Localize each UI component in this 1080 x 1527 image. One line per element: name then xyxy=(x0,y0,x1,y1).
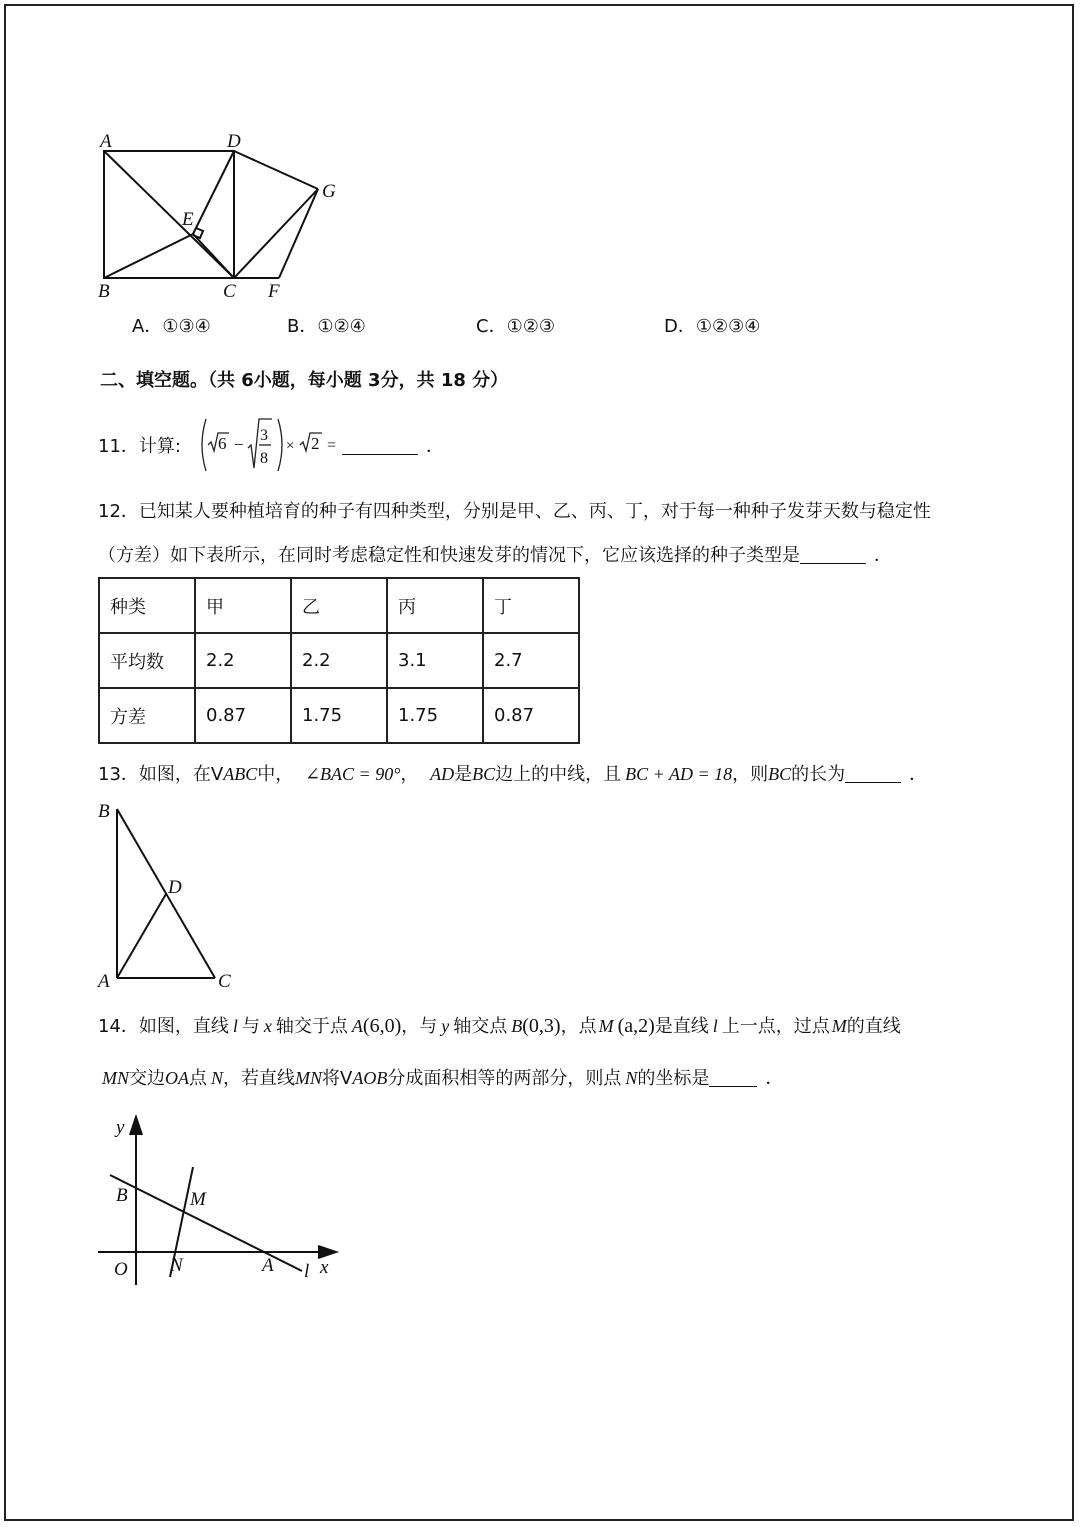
label-E: E xyxy=(182,209,194,230)
q14-figure xyxy=(90,1105,350,1295)
label-x: x xyxy=(320,1257,329,1278)
q10-figure xyxy=(90,125,360,305)
label-A: A xyxy=(262,1255,274,1276)
label-A: A xyxy=(100,131,112,152)
q12-line2: （方差）如下表所示，在同时考虑稳定性和快速发芽的情况下，它应该选择的种子类型是 ． xyxy=(98,545,892,566)
table-row xyxy=(99,688,579,743)
label-B: B xyxy=(98,281,110,302)
table-cell: 方差 xyxy=(99,688,195,743)
label-l: l xyxy=(304,1261,310,1282)
q13-text: 13．如图，在VABC中， ∠BAC = 90°， AD是BC边上的中线，且 BC + AD = 18，则BC的长为 ． xyxy=(98,764,928,785)
q11-frac-num: 3 xyxy=(260,427,268,444)
q11-times: × xyxy=(286,438,295,454)
label-C: C xyxy=(218,971,231,992)
label-D: D xyxy=(227,131,241,152)
q11-prefix: 11．计算: xyxy=(98,436,181,457)
q14-answer-blank[interactable] xyxy=(709,1068,757,1087)
option-b[interactable]: B．①②④ xyxy=(287,316,366,337)
q11-minus: − xyxy=(234,435,244,454)
table-cell: 1.75 xyxy=(291,688,387,743)
label-F: F xyxy=(268,281,280,302)
label-B: B xyxy=(116,1185,128,1206)
label-C: C xyxy=(223,281,236,302)
q12-answer-blank[interactable] xyxy=(800,545,866,564)
q11-answer[interactable]: ． xyxy=(342,435,444,459)
table-cell: 1.75 xyxy=(387,688,483,743)
q11-frac-den: 8 xyxy=(260,450,268,467)
option-a[interactable]: A．①③④ xyxy=(132,316,211,337)
q11-sqrt6: 6 xyxy=(218,434,227,453)
table-cell: 2.2 xyxy=(195,633,291,688)
q14-line2: MN交边OA点 N，若直线MN将VAOB分成面积相等的两部分，则点 N的坐标是 ． xyxy=(102,1068,784,1089)
table-cell: 2.2 xyxy=(291,633,387,688)
table-cell: 3.1 xyxy=(387,633,483,688)
section-2-title: 二、填空题。（共 6小题，每小题 3分，共 18 分） xyxy=(100,370,509,391)
option-d[interactable]: D．①②③④ xyxy=(664,316,761,337)
label-y: y xyxy=(116,1117,125,1138)
q14-line1: 14．如图，直线 l 与 x 轴交于点 A(6,0)，与 y 轴交点 B(0,3)，点 M (a,2)是直线 l 上一点，过点 M的直线 xyxy=(98,1015,901,1037)
label-B: B xyxy=(98,801,110,822)
q11-expression xyxy=(196,415,346,475)
label-A: A xyxy=(98,971,110,992)
table-row xyxy=(99,633,579,688)
table-cell: 乙 xyxy=(291,578,387,633)
label-O: O xyxy=(114,1259,128,1280)
q11-answer-blank[interactable] xyxy=(342,436,418,455)
table-cell: 2.7 xyxy=(483,633,579,688)
label-M: M xyxy=(190,1189,206,1210)
q11-sqrt2: 2 xyxy=(311,434,320,453)
table-cell: 平均数 xyxy=(99,633,195,688)
q11-equals: = xyxy=(327,437,337,454)
option-c[interactable]: C．①②③ xyxy=(476,316,555,337)
table-cell: 甲 xyxy=(195,578,291,633)
label-D: D xyxy=(168,877,182,898)
q12-table xyxy=(98,577,580,744)
table-cell: 丁 xyxy=(483,578,579,633)
q13-answer-blank[interactable] xyxy=(845,764,901,783)
label-G: G xyxy=(322,181,336,202)
label-N: N xyxy=(170,1255,183,1276)
table-cell: 0.87 xyxy=(483,688,579,743)
table-cell: 丙 xyxy=(387,578,483,633)
table-cell: 种类 xyxy=(99,578,195,633)
q12-line1: 12．已知某人要种植培育的种子有四种类型，分别是甲、乙、丙、丁，对于每一种种子发芽天数与稳定性 xyxy=(98,501,931,522)
table-row xyxy=(99,578,579,633)
table-cell: 0.87 xyxy=(195,688,291,743)
q13-figure xyxy=(90,795,250,995)
